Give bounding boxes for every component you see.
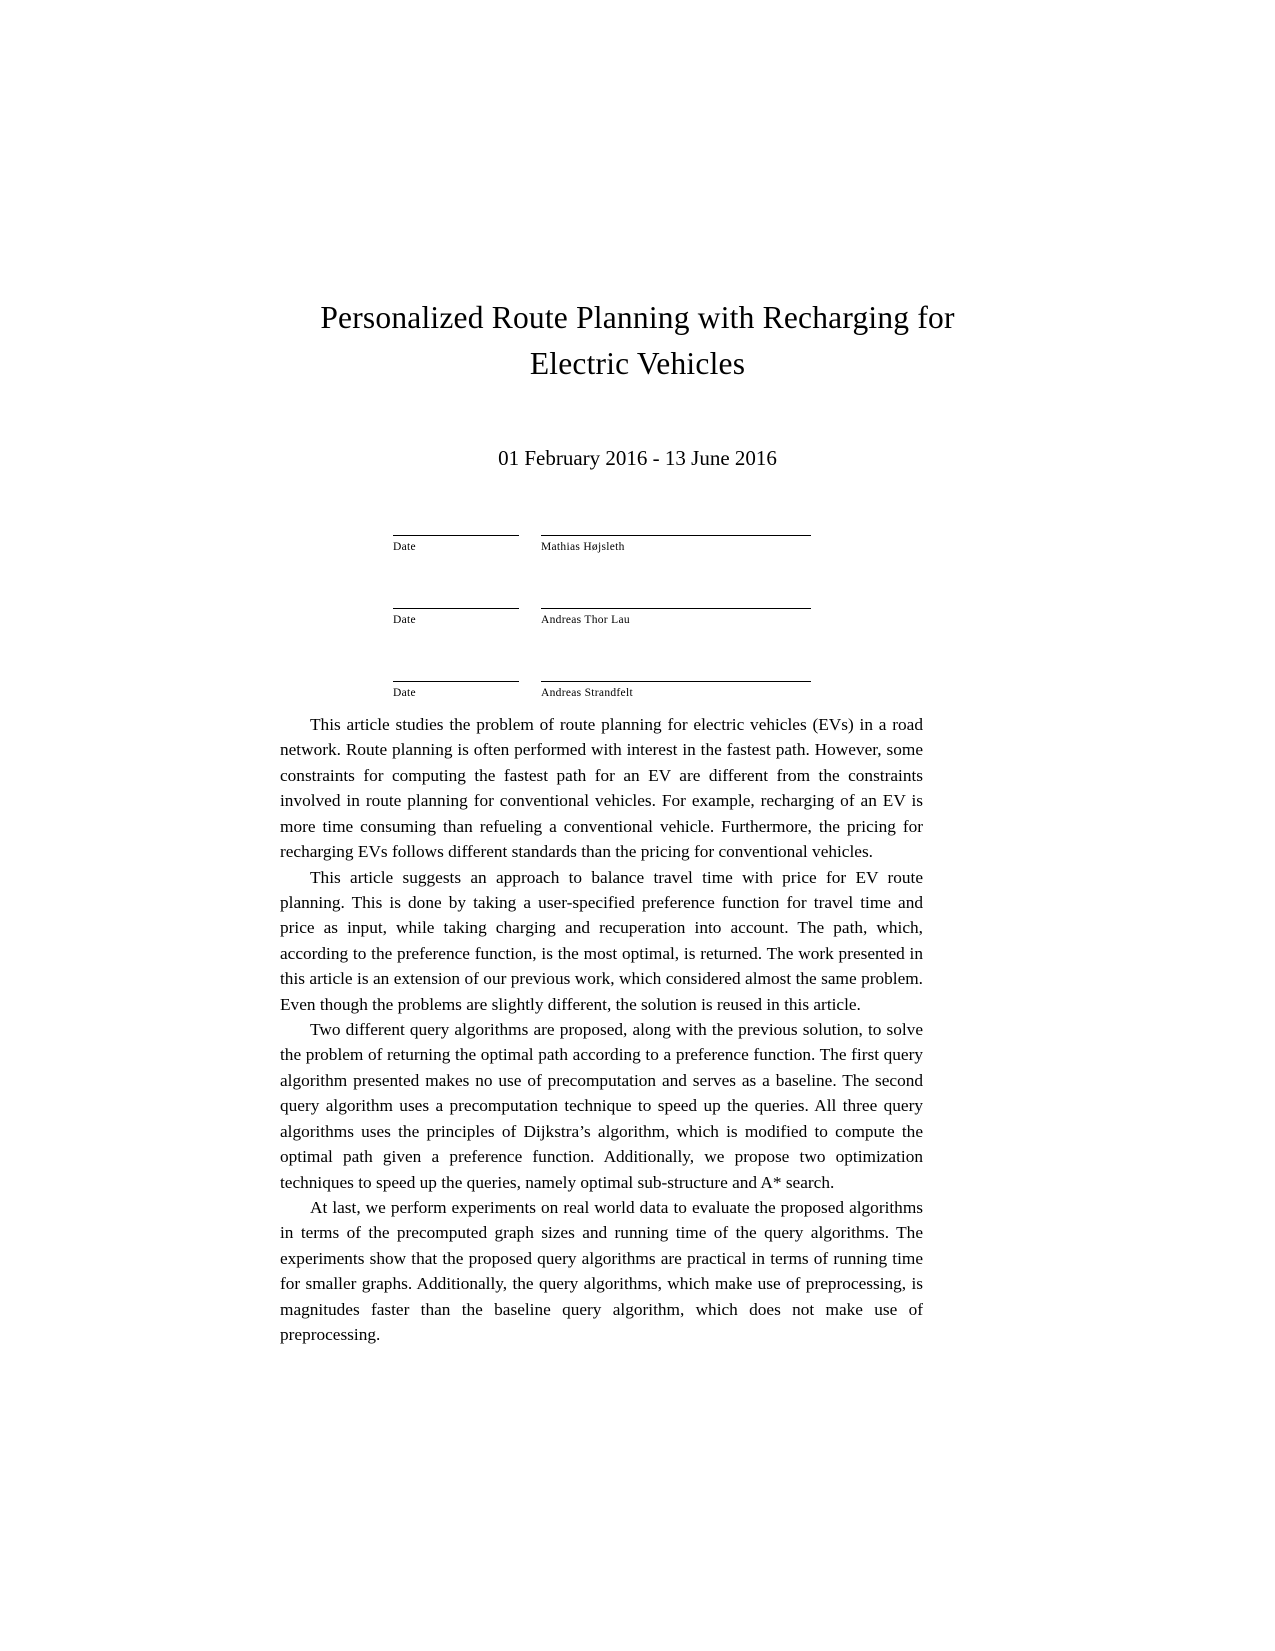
signature-date-field — [393, 593, 519, 626]
abstract-paragraph: At last, we perform experiments on real world data to evaluate the proposed algorithms in terms of the precomputed graph sizes and running time of the query algorithms. The experiments show that the proposed query algorithms are practical in terms of running time for smaller graphs. Additionally, the query algorithms, which make use of preprocessing, is magnitudes faster than the baseline query algorithm, which does not make use of preprocessing. — [280, 1198, 923, 1345]
signature-name-field — [541, 520, 811, 553]
abstract-body — [280, 712, 923, 1348]
signature-name-field — [541, 666, 811, 699]
signature-date-label: Date — [393, 687, 416, 699]
abstract-paragraph: Two different query algorithms are proposed, along with the previous solution, to solve the problem of returning the optimal path according to a preference function. The first query algorithm presented makes no use of precomputation and serves as a baseline. The second query algorithm uses a precomputation technique to speed up the queries. All three query algorithms uses the principles of Dijkstra’s algorithm, which is modified to compute the optimal path given a preference function. Additionally, we propose two optimization techniques to speed up the queries, namely optimal sub-structure and A* search. — [280, 1020, 923, 1192]
signature-line — [393, 666, 519, 682]
document-date: 01 February 2016 - 13 June 2016 — [498, 446, 777, 470]
signature-line — [541, 666, 811, 682]
signature-date-label: Date — [393, 541, 416, 553]
abstract-paragraph: This article studies the problem of route planning for electric vehicles (EVs) in a road network. Route planning is often performed with interest in the fastest path. However, some constraints for computing the fastest path for an EV are different from the constraints involved in route planning for conventional vehicles. For example, recharging of an EV is more time consuming than refueling a conventional vehicle. Furthermore, the pricing for recharging EVs follows different standards than the pricing for conventional vehicles. — [280, 715, 923, 862]
signature-line — [541, 593, 811, 609]
page-title: Personalized Route Planning with Recharging for Electric Vehicles — [320, 300, 955, 381]
signature-name-label: Mathias Højsleth — [541, 541, 625, 553]
signature-line — [393, 593, 519, 609]
signature-name-label: Andreas Thor Lau — [541, 614, 630, 626]
signature-date-field — [393, 520, 519, 553]
signature-line — [393, 520, 519, 536]
signature-name-field — [541, 593, 811, 626]
signature-row — [393, 666, 893, 699]
abstract-paragraph: This article suggests an approach to balance travel time with price for EV route planning. This is done by taking a user-specified preference function for travel time and price as input, while taking charging and recuperation into account. The path, which, according to the preference function, is the most optimal, is returned. The work presented in this article is an extension of our previous work, which considered almost the same problem. Even though the problems are slightly different, the solution is reused in this article. — [280, 867, 923, 1014]
signature-line — [541, 520, 811, 536]
signature-row — [393, 520, 893, 553]
signature-row — [393, 593, 893, 626]
signature-block — [393, 520, 893, 739]
signature-name-label: Andreas Strandfelt — [541, 687, 633, 699]
signature-date-field — [393, 666, 519, 699]
title-block — [280, 295, 995, 386]
signature-date-label: Date — [393, 614, 416, 626]
